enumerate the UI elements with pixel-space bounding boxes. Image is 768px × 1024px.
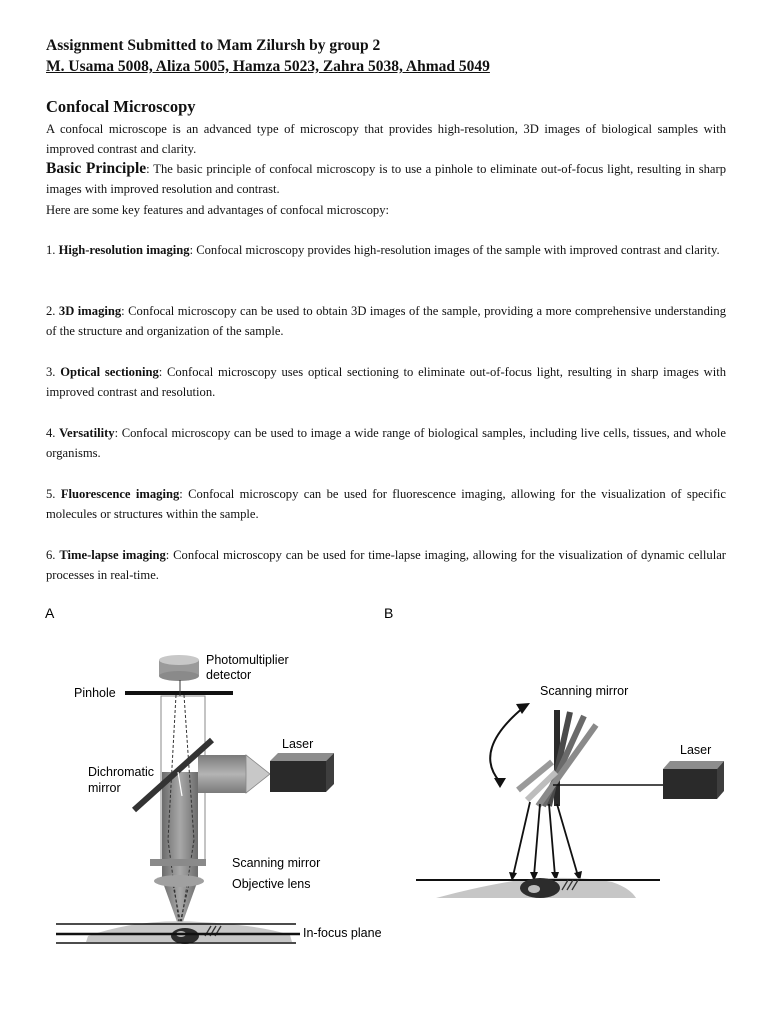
photomultiplier-detector-shape bbox=[159, 655, 199, 681]
scanning-mirror-label-b: Scanning mirror bbox=[540, 684, 629, 698]
features-intro: Here are some key features and advantages of confocal microscopy: bbox=[46, 203, 390, 217]
feature-term: Optical sectioning bbox=[60, 365, 159, 379]
feature-term: Versatility bbox=[59, 426, 115, 440]
dichromatic-label: Dichromatic bbox=[88, 765, 154, 779]
laser-box-b bbox=[663, 761, 724, 799]
feature-number: 4. bbox=[46, 426, 56, 440]
panel-a bbox=[45, 605, 382, 944]
pinhole-label: Pinhole bbox=[74, 686, 116, 700]
laser-beam bbox=[198, 755, 246, 793]
feature-term: Time-lapse imaging bbox=[59, 548, 166, 562]
basic-principle-term: Basic Principle bbox=[46, 160, 147, 177]
feature-text: : Confocal microscopy can be used to image a wide range of biological samples, including live cells, tissues, and whole organisms. bbox=[46, 426, 726, 460]
feature-item bbox=[46, 423, 726, 463]
feature-item bbox=[46, 301, 726, 341]
feature-number: 5. bbox=[46, 487, 56, 501]
objective-lens-label: Objective lens bbox=[232, 877, 311, 891]
rotation-arc bbox=[490, 707, 524, 782]
intro-paragraph: A confocal microscope is an advanced type of microscopy that provides high-resolution, 3D images of biological samples with improved contrast and clarity. bbox=[46, 122, 726, 156]
cell-nucleus-a bbox=[171, 928, 199, 944]
nucleolus-b bbox=[528, 885, 540, 893]
group-members-line: M. Usama 5008, Aliza 5005, Hamza 5023, Zahra 5038, Ahmad 5049 bbox=[46, 58, 490, 75]
laser-label-b: Laser bbox=[680, 743, 712, 757]
feature-number: 6. bbox=[46, 548, 56, 562]
scanning-mirror-a bbox=[150, 859, 206, 866]
basic-principle-paragraph bbox=[46, 159, 726, 199]
feature-item bbox=[46, 545, 726, 585]
feature-number: 3. bbox=[46, 365, 56, 379]
beam-expander bbox=[246, 755, 270, 793]
scanning-mirror-b bbox=[518, 710, 596, 806]
detector-label: detector bbox=[206, 668, 252, 682]
objective-lens bbox=[154, 875, 204, 887]
panel-b bbox=[384, 605, 724, 898]
feature-text: : Confocal microscopy uses optical sectioning to eliminate out-of-focus light, resulting in sharp images with improved contrast and resolution. bbox=[46, 365, 727, 399]
assignment-heading: Assignment Submitted to Mam Zilursh by group 2 bbox=[46, 37, 381, 54]
rotation-arrowhead-bottom bbox=[494, 778, 506, 788]
panel-b-letter: B bbox=[384, 605, 394, 621]
feature-number: 2. bbox=[46, 304, 56, 318]
feature-text: : Confocal microscopy can be used for time-lapse imaging, allowing for the visualization of dynamic cellular processes in real-time. bbox=[46, 548, 726, 582]
feature-term: 3D imaging bbox=[58, 304, 122, 318]
feature-number: 1. bbox=[46, 243, 56, 257]
laser-box-a bbox=[270, 753, 334, 792]
panel-a-letter: A bbox=[45, 605, 55, 621]
scan-rays bbox=[513, 802, 578, 876]
feature-text: : Confocal microscopy can be used to obtain 3D images of the sample, providing a more comprehensive understanding of the structure and organization of the sample. bbox=[46, 304, 726, 338]
photomultiplier-label: Photomultiplier bbox=[206, 653, 289, 667]
in-focus-plane-label: In-focus plane bbox=[303, 926, 382, 940]
scanning-mirror-label-a: Scanning mirror bbox=[232, 856, 321, 870]
feature-text: : Confocal microscopy can be used for fluorescence imaging, allowing for the visualization of specific molecules or structures within the sample. bbox=[46, 487, 726, 521]
pinhole-bar bbox=[125, 691, 233, 695]
feature-item bbox=[46, 484, 726, 524]
cell-nucleus-b bbox=[520, 878, 560, 898]
laser-label-a: Laser bbox=[282, 737, 314, 751]
confocal-diagram bbox=[0, 600, 768, 1024]
feature-term: High-resolution imaging bbox=[58, 243, 190, 257]
feature-item bbox=[46, 240, 726, 260]
section-title: Confocal Microscopy bbox=[46, 97, 196, 116]
feature-item bbox=[46, 362, 726, 402]
basic-principle-text: : The basic principle of confocal microscopy is to use a pinhole to eliminate out-of-focus light, resulting in sharp images with improved resolution and contrast. bbox=[46, 162, 726, 196]
mirror-label: mirror bbox=[88, 781, 121, 795]
feature-text: : Confocal microscopy provides high-resolution images of the sample with improved contrast and clarity. bbox=[189, 243, 720, 257]
feature-term: Fluorescence imaging bbox=[60, 487, 180, 501]
